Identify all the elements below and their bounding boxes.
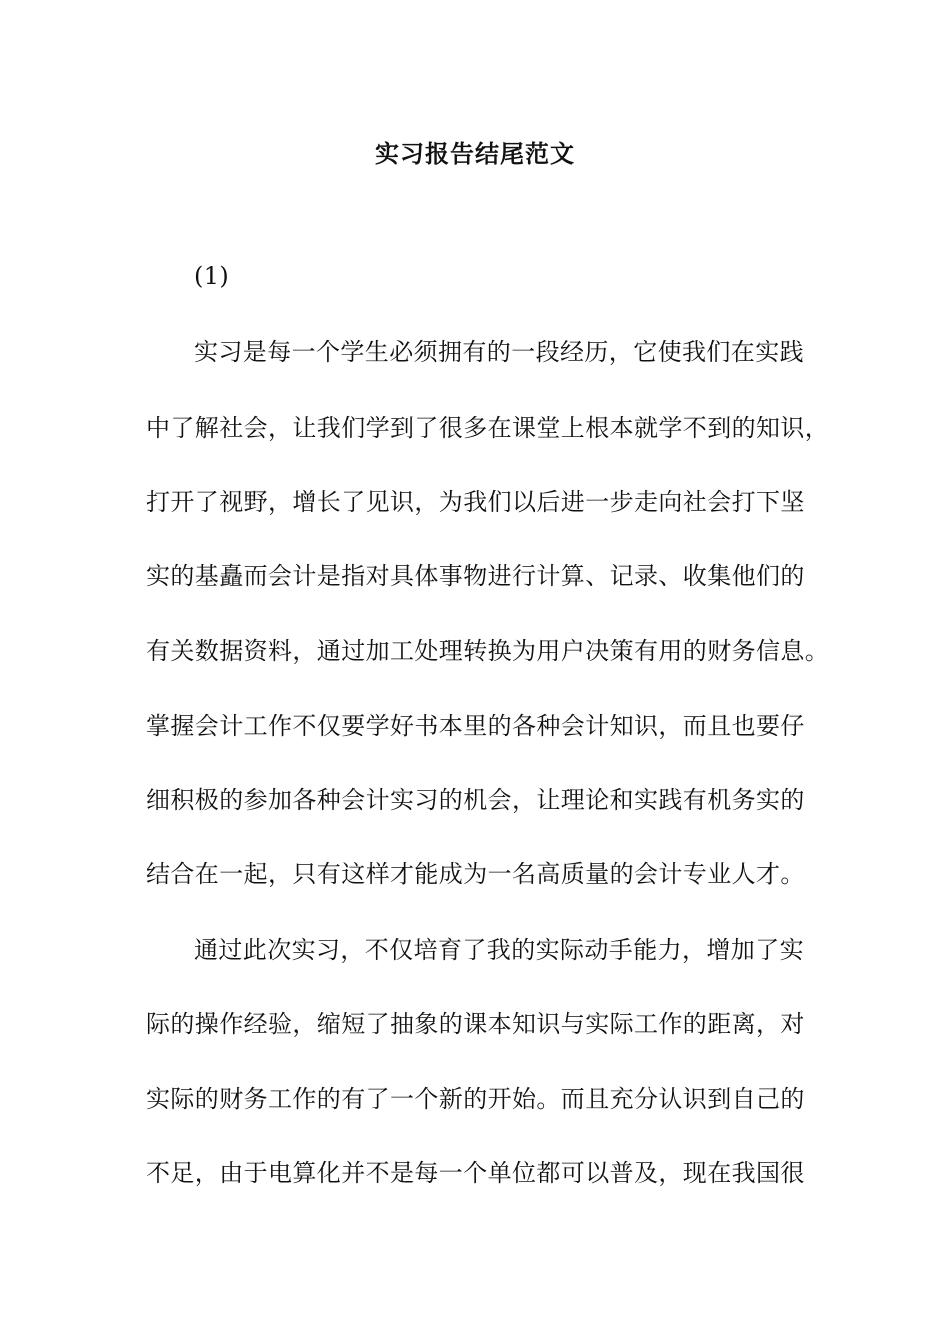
document-title: 实习报告结尾范文 xyxy=(375,139,575,168)
paragraph-line: 实习是每一个学生必须拥有的一段经历，它使我们在实践 xyxy=(194,338,804,366)
paragraph-line: 不足，由于电算化并不是每一个单位都可以普及，现在我国很 xyxy=(146,1159,805,1187)
paragraph-line: 细积极的参加各种会计实习的机会，让理论和实践有机务实的 xyxy=(146,786,805,814)
paragraph-line: 实际的财务工作的有了一个新的开始。而且充分认识到自己的 xyxy=(146,1085,805,1113)
paragraph-line: 掌握会计工作不仅要学好书本里的各种会计知识，而且也要仔 xyxy=(146,712,805,740)
paragraph-line: 有关数据资料，通过加工处理转换为用户决策有用的财务信息。 xyxy=(146,637,830,665)
paragraph-line: 中了解社会，让我们学到了很多在课堂上根本就学不到的知识， xyxy=(146,414,830,442)
paragraph-line: 打开了视野，增长了见识，为我们以后进一步走向社会打下坚 xyxy=(146,488,805,516)
paragraph-line: 通过此次实习，不仅培育了我的实际动手能力，增加了实 xyxy=(194,936,804,964)
paragraph-line: 结合在一起，只有这样才能成为一名高质量的会计专业人才。 xyxy=(146,860,805,888)
paragraph-line: 际的操作经验，缩短了抽象的课本知识与实际工作的距离，对 xyxy=(146,1010,805,1038)
paragraph-line: 实的基矗而会计是指对具体事物进行计算、记录、收集他们的 xyxy=(146,562,805,590)
section-number: (1) xyxy=(194,262,230,290)
